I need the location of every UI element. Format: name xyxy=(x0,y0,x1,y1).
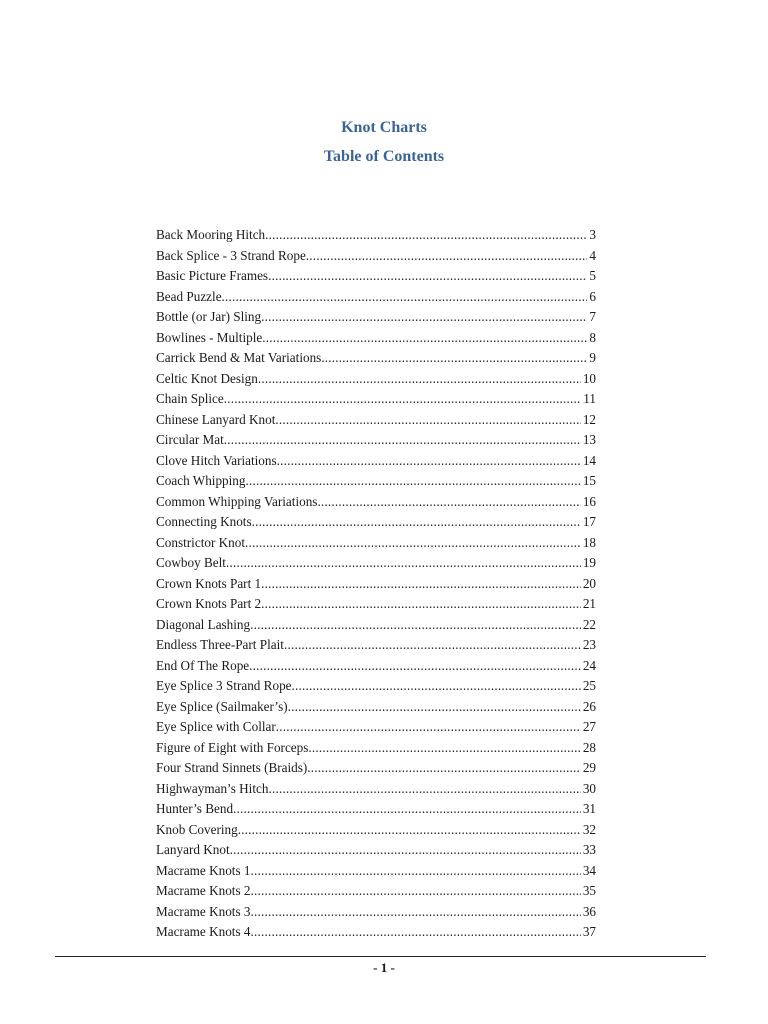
toc-entry-title: Lanyard Knot xyxy=(156,842,230,857)
dot-leader xyxy=(230,840,581,861)
toc-heading: Table of Contents xyxy=(323,148,445,165)
toc-entry[interactable] xyxy=(156,717,596,738)
toc-entry[interactable] xyxy=(156,758,596,779)
dot-leader xyxy=(250,861,580,882)
toc-entry[interactable] xyxy=(156,553,596,574)
toc-entry[interactable] xyxy=(156,266,596,287)
toc-entry[interactable] xyxy=(156,881,596,902)
dot-leader xyxy=(321,348,587,369)
toc-entry-title: Chain Splice xyxy=(156,391,224,406)
toc-entry[interactable] xyxy=(156,348,596,369)
toc-entry-title: Macrame Knots 3 xyxy=(156,903,251,919)
toc-entry-title: Back Mooring Hitch xyxy=(156,227,266,242)
toc-entry[interactable] xyxy=(156,656,596,677)
toc-entry-title: Crown Knots Part 1 xyxy=(156,575,262,591)
toc-entry-page: 14 xyxy=(582,452,596,468)
toc-entry-page: 22 xyxy=(582,616,596,632)
dot-leader xyxy=(250,615,581,636)
toc-entry-page: 15 xyxy=(582,473,596,488)
page-number: - 1 - xyxy=(373,960,395,975)
toc-entry-page: 27 xyxy=(582,719,596,734)
toc-entry-title: Common Whipping Variations xyxy=(156,493,318,509)
toc-entry-title: Four Strand Sinnets (Braids) xyxy=(156,760,308,775)
dot-leader xyxy=(224,430,581,451)
dot-leader xyxy=(250,902,580,923)
toc-entry[interactable] xyxy=(156,430,596,451)
toc-entry-page: 7 xyxy=(589,309,596,324)
toc-entry[interactable] xyxy=(156,512,596,533)
toc-entry-page: 36 xyxy=(582,903,596,919)
toc-entry-page: 18 xyxy=(582,534,596,550)
toc-entry[interactable] xyxy=(156,820,596,841)
toc-entry[interactable] xyxy=(156,799,596,820)
toc-entry-title: Chinese Lanyard Knot xyxy=(156,411,276,427)
toc-entry-title: Coach Whipping xyxy=(156,473,246,488)
toc-entry[interactable] xyxy=(156,369,596,390)
toc-entry-title: Back Splice - 3 Strand Rope xyxy=(156,247,306,263)
dot-leader xyxy=(276,717,581,738)
toc-entry[interactable] xyxy=(156,697,596,718)
toc-entry-title: Eye Splice (Sailmaker’s) xyxy=(156,698,288,714)
toc-entry-title: Knob Covering xyxy=(156,821,238,837)
dot-leader xyxy=(275,410,580,431)
toc-entry[interactable] xyxy=(156,246,596,267)
toc-entry[interactable] xyxy=(156,615,596,636)
dot-leader xyxy=(277,451,581,472)
toc-entry-page: 11 xyxy=(583,391,596,406)
dot-leader xyxy=(238,820,581,841)
toc-entry-page: 13 xyxy=(582,432,596,447)
toc-entry-page: 30 xyxy=(582,780,596,796)
toc-entry-title: Circular Mat xyxy=(156,432,224,447)
toc-entry[interactable] xyxy=(156,307,596,328)
dot-leader xyxy=(250,881,580,902)
toc-entry-title: Highwayman’s Hitch xyxy=(156,780,269,796)
toc-entry-title: Diagonal Lashing xyxy=(156,616,251,632)
toc-entry-page: 37 xyxy=(582,924,596,939)
toc-entry-page: 28 xyxy=(582,739,596,755)
table-of-contents xyxy=(156,225,596,943)
toc-entry-page: 21 xyxy=(582,596,596,611)
dot-leader xyxy=(250,922,580,943)
dot-leader xyxy=(268,779,580,800)
dot-leader xyxy=(307,758,581,779)
toc-entry[interactable] xyxy=(156,287,596,308)
toc-entry-title: Bead Puzzle xyxy=(156,288,222,304)
toc-entry-page: 20 xyxy=(582,575,596,591)
toc-entry-title: Connecting Knots xyxy=(156,514,252,529)
toc-entry-title: Clove Hitch Variations xyxy=(156,452,277,468)
toc-entry-page: 16 xyxy=(582,493,596,509)
dot-leader xyxy=(258,369,581,390)
toc-entry-title: Constrictor Knot xyxy=(156,534,246,550)
toc-entry-title: End Of The Rope xyxy=(156,657,250,673)
toc-entry-title: Macrame Knots 2 xyxy=(156,883,251,898)
toc-entry[interactable] xyxy=(156,861,596,882)
toc-entry[interactable] xyxy=(156,492,596,513)
document-title: Knot Charts xyxy=(341,119,427,136)
dot-leader xyxy=(284,635,581,656)
dot-leader xyxy=(233,799,581,820)
toc-entry[interactable] xyxy=(156,574,596,595)
toc-entry-title: Eye Splice 3 Strand Rope xyxy=(156,678,292,693)
toc-entry[interactable] xyxy=(156,533,596,554)
toc-entry-page: 3 xyxy=(589,227,596,242)
toc-entry-title: Basic Picture Frames xyxy=(156,268,269,283)
toc-entry-title: Eye Splice with Collar xyxy=(156,719,276,734)
toc-entry[interactable] xyxy=(156,922,596,943)
toc-entry[interactable] xyxy=(156,328,596,349)
dot-leader xyxy=(245,533,581,554)
toc-entry-title: Bowlines - Multiple xyxy=(156,329,263,345)
dot-leader xyxy=(261,574,581,595)
toc-entry-page: 35 xyxy=(582,883,596,898)
toc-entry[interactable] xyxy=(156,676,596,697)
toc-entry-title: Celtic Knot Design xyxy=(156,370,258,386)
toc-entry-page: 4 xyxy=(589,247,596,263)
dot-leader xyxy=(308,738,580,759)
toc-entry-title: Crown Knots Part 2 xyxy=(156,596,262,611)
toc-entry-title: Bottle (or Jar) Sling xyxy=(156,309,262,324)
toc-entry[interactable] xyxy=(156,410,596,431)
dot-leader xyxy=(261,307,587,328)
dot-leader xyxy=(265,225,587,246)
dot-leader xyxy=(292,676,581,697)
toc-entry-page: 33 xyxy=(582,842,596,857)
toc-entry-page: 12 xyxy=(582,411,596,427)
dot-leader xyxy=(262,328,587,349)
toc-entry-title: Macrame Knots 4 xyxy=(156,924,251,939)
toc-entry[interactable] xyxy=(156,779,596,800)
dot-leader xyxy=(249,656,581,677)
toc-entry-title: Figure of Eight with Forceps xyxy=(156,739,309,755)
toc-entry-page: 34 xyxy=(582,862,596,878)
toc-entry-title: Macrame Knots 1 xyxy=(156,862,251,878)
dot-leader xyxy=(317,492,580,513)
toc-entry-page: 6 xyxy=(589,288,596,304)
dot-leader xyxy=(224,389,582,410)
dot-leader xyxy=(222,287,588,308)
dot-leader xyxy=(252,512,581,533)
toc-entry-title: Hunter’s Bend xyxy=(156,801,234,816)
toc-entry[interactable] xyxy=(156,902,596,923)
toc-entry-page: 17 xyxy=(582,514,596,529)
toc-entry[interactable] xyxy=(156,451,596,472)
toc-entry-page: 29 xyxy=(582,760,596,775)
dot-leader xyxy=(246,471,581,492)
toc-entry-page: 23 xyxy=(582,637,596,652)
toc-entry-page: 32 xyxy=(582,821,596,837)
toc-entry-title: Cowboy Belt xyxy=(156,555,226,570)
toc-entry-page: 9 xyxy=(589,350,596,365)
toc-entry-page: 5 xyxy=(589,268,596,283)
toc-entry[interactable] xyxy=(156,738,596,759)
footer-divider xyxy=(55,956,706,957)
toc-entry[interactable] xyxy=(156,225,596,246)
toc-entry[interactable] xyxy=(156,389,596,410)
dot-leader xyxy=(288,697,581,718)
toc-entry-page: 8 xyxy=(589,329,596,345)
dot-leader xyxy=(306,246,588,267)
toc-entry-title: Carrick Bend & Mat Variations xyxy=(156,350,322,365)
toc-entry[interactable] xyxy=(156,840,596,861)
toc-entry[interactable] xyxy=(156,471,596,492)
toc-entry-page: 10 xyxy=(582,370,596,386)
toc-entry[interactable] xyxy=(156,635,596,656)
dot-leader xyxy=(226,553,581,574)
toc-entry-page: 19 xyxy=(582,555,596,570)
dot-leader xyxy=(261,594,581,615)
toc-entry-page: 24 xyxy=(582,657,596,673)
toc-entry-page: 26 xyxy=(582,698,596,714)
toc-entry-title: Endless Three-Part Plait xyxy=(156,637,284,652)
toc-entry-page: 31 xyxy=(582,801,596,816)
toc-entry[interactable] xyxy=(156,594,596,615)
dot-leader xyxy=(268,266,587,287)
toc-entry-page: 25 xyxy=(582,678,596,693)
